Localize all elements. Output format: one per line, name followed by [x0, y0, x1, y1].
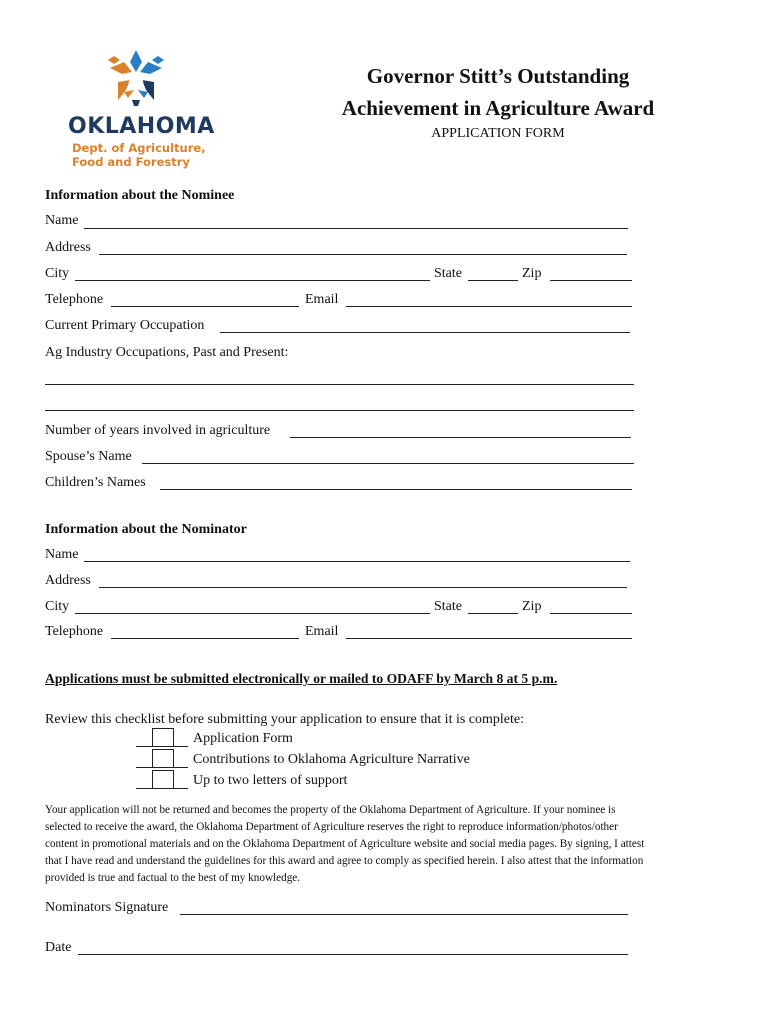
disclaimer-line-1: Your application will not be returned and becomes the property of the Oklahoma Department of Agriculture. If your nominee is — [45, 804, 616, 816]
nominator-name-label: Name — [45, 547, 79, 562]
nominator-telephone-label: Telephone — [45, 624, 104, 639]
nominee-telephone-label: Telephone — [45, 292, 104, 307]
checklist-checkbox-1[interactable] — [152, 728, 174, 747]
form-subtitle: APPLICATION FORM — [431, 126, 565, 141]
logo-dept-line2: Food and Forestry — [72, 155, 190, 169]
nominator-city-row — [45, 599, 645, 617]
nominee-ag-occupations-label: Ag Industry Occupations, Past and Present: — [45, 345, 289, 360]
nominee-state-label: State — [434, 266, 462, 281]
nominee-address-row — [45, 240, 635, 258]
nominee-address-label: Address — [45, 240, 91, 255]
nominator-telephone-field[interactable] — [111, 638, 299, 639]
checklist-item-1: Application Form — [193, 731, 293, 746]
nominee-address-field[interactable] — [99, 254, 627, 255]
nominee-spouse-label: Spouse’s Name — [45, 449, 132, 464]
deadline-notice: Applications must be submitted electronically or mailed to ODAFF by March 8 at 5 p.m. — [45, 671, 558, 686]
nominee-city-field[interactable] — [75, 280, 430, 281]
checklist-intro: Review this checklist before submitting your application to ensure that it is complete: — [45, 712, 525, 727]
nominee-children-label: Children’s Names — [45, 475, 146, 490]
nominee-state-field[interactable] — [468, 280, 518, 281]
nominee-years-row — [45, 423, 645, 441]
nominee-occupation-field[interactable] — [220, 332, 630, 333]
nominator-city-label: City — [45, 599, 70, 614]
nominee-zip-label: Zip — [522, 266, 542, 281]
star-logo-icon — [104, 48, 168, 108]
signature-field[interactable] — [180, 914, 628, 915]
form-title-line2: Achievement in Agriculture Award — [341, 96, 655, 120]
nominee-children-field[interactable] — [160, 489, 632, 490]
nominee-city-row — [45, 266, 645, 284]
logo-dept-line1: Dept. of Agriculture, — [72, 141, 206, 155]
nominator-state-label: State — [434, 599, 462, 614]
nominee-name-label: Name — [45, 213, 79, 228]
checklist-item-3: Up to two letters of support — [193, 773, 348, 788]
disclaimer-line-4: that I have read and understand the guidelines for this award and agree to comply as specified herein. I also attest that the information — [45, 855, 644, 867]
nominator-email-label: Email — [305, 624, 339, 639]
nominee-phone-row — [45, 292, 645, 310]
nominator-city-field[interactable] — [75, 613, 430, 614]
nominee-years-field[interactable] — [290, 437, 631, 438]
nominee-email-field[interactable] — [346, 306, 632, 307]
nominator-phone-row — [45, 624, 645, 642]
date-field[interactable] — [78, 954, 628, 955]
form-title-line1: Governor Stitt’s Outstanding — [366, 64, 630, 88]
nominee-spouse-field[interactable] — [142, 463, 634, 464]
nominee-occupation-row — [45, 318, 645, 336]
disclaimer-line-2: selected to receive the award, the Oklahoma Department of Agriculture reserves the right to reproduce information/photos/other — [45, 821, 618, 833]
nominee-years-label: Number of years involved in agriculture — [45, 423, 271, 438]
nominee-ag-occupations-row — [45, 345, 645, 363]
nominee-name-field[interactable] — [84, 228, 628, 229]
nominator-address-label: Address — [45, 573, 91, 588]
date-label: Date — [45, 940, 72, 955]
nominator-email-field[interactable] — [346, 638, 632, 639]
disclaimer-line-5: provided is true and factual to the best of my knowledge. — [45, 872, 301, 884]
nominee-children-row — [45, 475, 645, 493]
nominee-ag-occupations-field-2[interactable] — [45, 410, 634, 411]
nominee-heading: Information about the Nominee — [45, 188, 235, 203]
nominator-zip-label: Zip — [522, 599, 542, 614]
nominator-address-row — [45, 573, 635, 591]
nominee-zip-field[interactable] — [550, 280, 632, 281]
nominee-ag-occupations-field-1[interactable] — [45, 384, 634, 385]
nominee-spouse-row — [45, 449, 645, 467]
nominee-city-label: City — [45, 266, 70, 281]
nominator-heading: Information about the Nominator — [45, 522, 247, 537]
nominee-occupation-label: Current Primary Occupation — [45, 318, 205, 333]
signature-label: Nominators Signature — [45, 900, 169, 915]
nominator-zip-field[interactable] — [550, 613, 632, 614]
nominator-name-field[interactable] — [84, 561, 630, 562]
disclaimer-line-3: content in promotional materials and on the Oklahoma Department of Agriculture website and social media pages. By signing, I attest — [45, 838, 645, 850]
checklist-checkbox-3[interactable] — [152, 770, 174, 789]
nominator-state-field[interactable] — [468, 613, 518, 614]
nominator-name-row — [45, 547, 635, 565]
checklist-item-2: Contributions to Oklahoma Agriculture Narrative — [193, 752, 470, 767]
checklist-checkbox-2[interactable] — [152, 749, 174, 768]
nominee-telephone-field[interactable] — [111, 306, 299, 307]
nominator-address-field[interactable] — [99, 587, 627, 588]
logo-state-name: OKLAHOMA — [68, 114, 215, 139]
nominee-email-label: Email — [305, 292, 339, 307]
